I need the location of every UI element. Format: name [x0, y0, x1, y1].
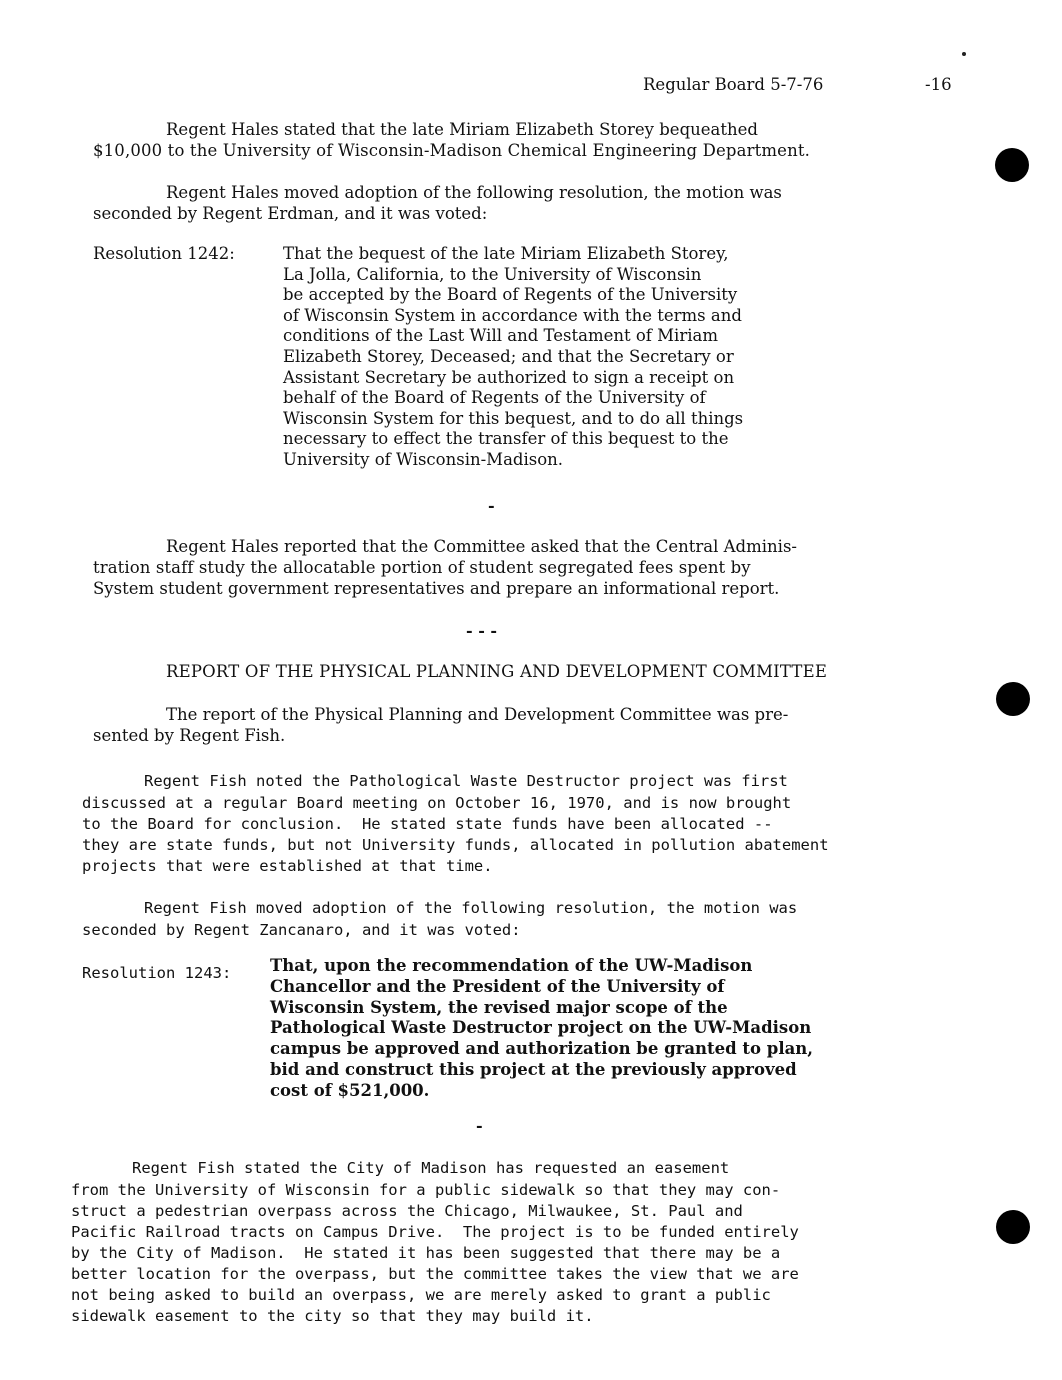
- paragraph-line: Pacific Railroad tracts on Campus Drive. The project is to be funded entirely: [71, 1223, 799, 1241]
- resolution-line: bid and construct this project at the previously approved: [270, 1059, 797, 1079]
- paragraph-line: better location for the overpass, but the committee takes the view that we are: [71, 1265, 799, 1283]
- paragraph-line: from the University of Wisconsin for a public sidewalk so that they may con-: [71, 1181, 781, 1199]
- resolution-line: La Jolla, California, to the University of Wisconsin: [283, 264, 702, 284]
- resolution-line: That the bequest of the late Miriam Elizabeth Storey,: [283, 244, 729, 263]
- paragraph-line: Regent Fish stated the City of Madison has requested an easement: [132, 1159, 730, 1177]
- resolution-line: cost of $521,000.: [270, 1080, 430, 1100]
- resolution-line: Chancellor and the President of the University of: [270, 976, 725, 996]
- separator-dashes: - - -: [466, 621, 498, 640]
- paragraph-line: Regent Hales moved adoption of the following resolution, the motion was: [166, 183, 782, 202]
- page-number: -16: [925, 75, 952, 94]
- resolution-line: necessary to effect the transfer of this bequest to the: [283, 429, 729, 449]
- paragraph-line: The report of the Physical Planning and Development Committee was pre-: [166, 705, 789, 724]
- resolution-line: of Wisconsin System in accordance with the terms and: [283, 305, 742, 325]
- paragraph-line: by the City of Madison. He stated it has been suggested that there may be a: [71, 1244, 781, 1262]
- separator-dash: -: [488, 496, 495, 515]
- paragraph-line: $10,000 to the University of Wisconsin-Madison Chemical Engineering Department.: [93, 141, 811, 160]
- paragraph-line: Regent Fish noted the Pathological Waste Destructor project was first: [144, 772, 788, 790]
- paragraph-line: they are state funds, but not University funds, allocated in pollution abatement: [82, 836, 829, 854]
- resolution-text: [283, 244, 743, 471]
- paragraph-line: projects that were established at that time.: [82, 857, 493, 875]
- punch-hole-middle: [996, 682, 1030, 716]
- paragraph-line: to the Board for conclusion. He stated state funds have been allocated --: [82, 815, 773, 833]
- resolution-line: Assistant Secretary be authorized to sign a receipt on: [283, 367, 735, 387]
- resolution-line: conditions of the Last Will and Testament of Miriam: [283, 326, 718, 346]
- paragraph-line: struct a pedestrian overpass across the Chicago, Milwaukee, St. Paul and: [71, 1202, 743, 1220]
- paragraph-line: sented by Regent Fish.: [93, 726, 286, 745]
- paragraph-line: seconded by Regent Erdman, and it was voted:: [93, 204, 488, 223]
- resolution-line: Elizabeth Storey, Deceased; and that the Secretary or: [283, 346, 734, 366]
- paragraph-line: Regent Hales reported that the Committee asked that the Central Adminis-: [166, 537, 797, 556]
- paragraph-line: discussed at a regular Board meeting on October 16, 1970, and is now brought: [82, 794, 792, 812]
- paragraph-line: Regent Fish moved adoption of the following resolution, the motion was: [144, 899, 798, 917]
- scan-speck: [962, 52, 966, 56]
- separator-dash: -: [476, 1116, 483, 1135]
- paragraph-line: sidewalk easement to the city so that they may build it.: [71, 1307, 594, 1325]
- paragraph-line: not being asked to build an overpass, we are merely asked to grant a public: [71, 1286, 771, 1304]
- paragraph-line: System student government representatives and prepare an informational report.: [93, 579, 780, 598]
- section-heading: REPORT OF THE PHYSICAL PLANNING AND DEVELOPMENT COMMITTEE: [166, 662, 828, 681]
- paragraph-line: seconded by Regent Zancanaro, and it was voted:: [82, 921, 521, 939]
- resolution-label: Resolution 1243:: [82, 964, 232, 982]
- resolution-line: Wisconsin System, the revised major scope of the: [270, 997, 728, 1017]
- header-title: Regular Board 5-7-76: [643, 75, 824, 94]
- resolution-line: That, upon the recommendation of the UW-Madison: [270, 956, 753, 975]
- resolution-label: Resolution 1242:: [93, 244, 235, 263]
- resolution-text: [270, 956, 813, 1102]
- punch-hole-top: [995, 148, 1029, 182]
- paragraph-line: Regent Hales stated that the late Miriam Elizabeth Storey bequeathed: [166, 120, 758, 139]
- punch-hole-bottom: [996, 1210, 1030, 1244]
- paragraph-line: tration staff study the allocatable portion of student segregated fees spent by: [93, 558, 751, 577]
- resolution-line: be accepted by the Board of Regents of the University: [283, 285, 738, 305]
- resolution-line: behalf of the Board of Regents of the University of: [283, 388, 706, 408]
- resolution-line: University of Wisconsin-Madison.: [283, 449, 564, 469]
- resolution-line: campus be approved and authorization be granted to plan,: [270, 1039, 814, 1059]
- resolution-line: Wisconsin System for this bequest, and to do all things: [283, 408, 744, 428]
- resolution-line: Pathological Waste Destructor project on the UW-Madison: [270, 1018, 812, 1038]
